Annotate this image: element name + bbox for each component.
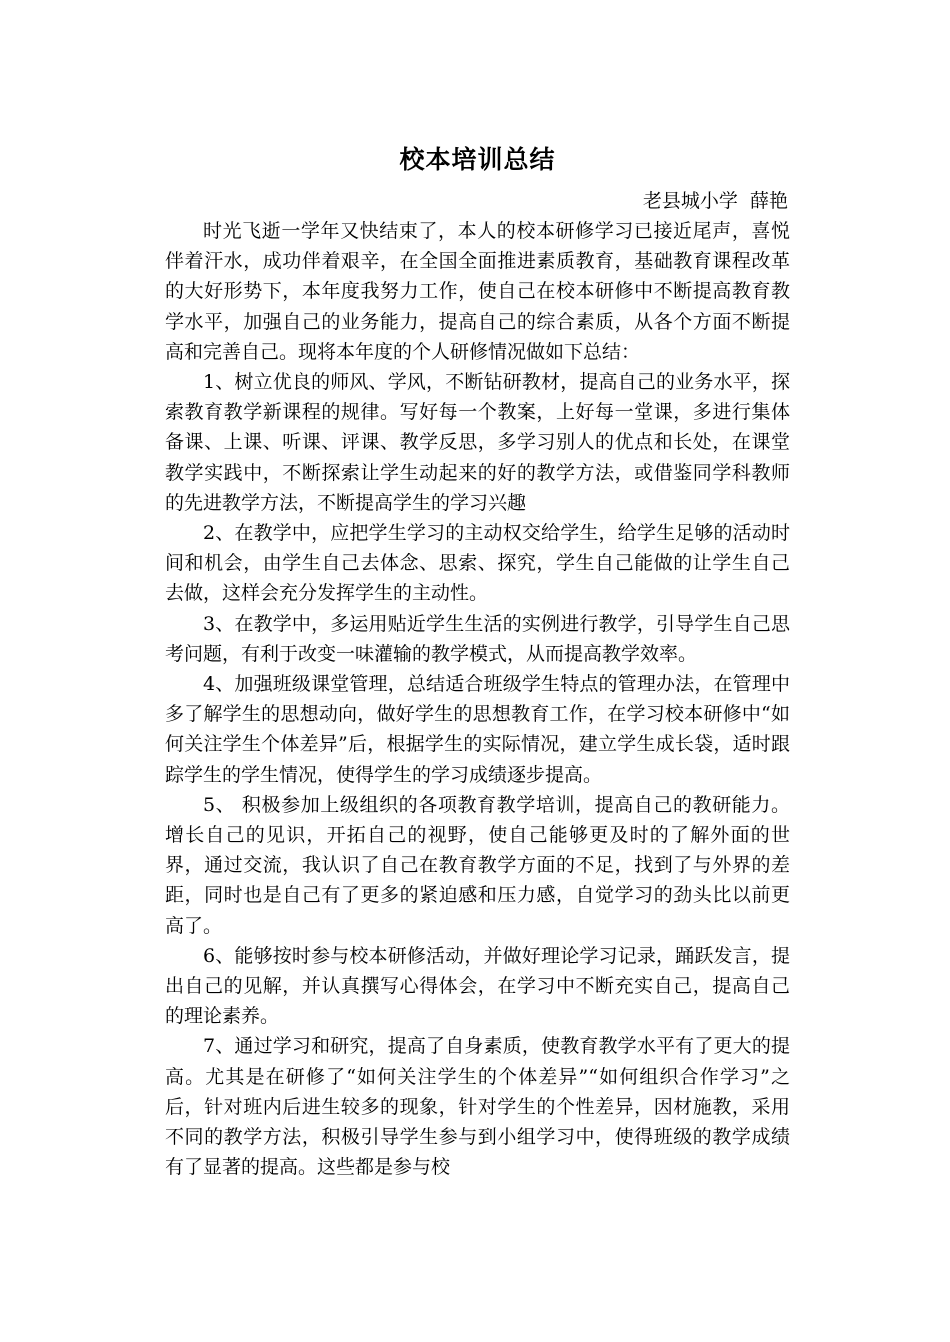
paragraph-item-3: 3、在教学中，多运用贴近学生生活的实例进行教学，引导学生自己思考问题，有利于改变一味灌输的教学模式，从而提高教学效率。	[165, 612, 790, 665]
document-author: 老县城小学 薛艳	[642, 190, 788, 212]
document-page	[165, 140, 790, 1183]
paragraph-item-5: 5、 积极参加上级组织的各项教育教学培训，提高自己的教研能力。增长自己的见识，开拓自己的视野，使自己能够更及时的了解外面的世界，通过交流，我认识了自己在教育教学方面的不足，找到了与外界的差距，同时也是自己有了更多的紧迫感和压力感，自觉学习的劲头比以前更高了。	[165, 793, 790, 937]
document-title: 校本培训总结	[399, 145, 556, 174]
paragraph-item-2: 2、在教学中，应把学生学习的主动权交给学生，给学生足够的活动时间和机会，由学生自己去体念、思索、探究，学生自己能做的让学生自己去做，这样会充分发挥学生的主动性。	[165, 522, 790, 605]
paragraph-item-4: 4、加强班级课堂管理，总结适合班级学生特点的管理办法，在管理中多了解学生的思想动向，做好学生的思想教育工作，在学习校本研修中“如何关注学生个体差异”后，根据学生的实际情况，建立学生成长袋，适时跟踪学生的学生情况，使得学生的学习成绩逐步提高。	[165, 673, 790, 786]
paragraph-intro: 时光飞逝一学年又快结束了，本人的校本研修学习已接近尾声，喜悦伴着汗水，成功伴着艰辛，在全国全面推进素质教育，基础教育课程改革的大好形势下，本年度我努力工作，使自己在校本研修中不断提高教育教学水平，加强自己的业务能力，提高自己的综合素质，从各个方面不断提高和完善自己。现将本年度的个人研修情况做如下总结：	[165, 220, 790, 363]
paragraph-item-1: 1、树立优良的师风、学风，不断钻研教材，提高自己的业务水平，探索教育教学新课程的规律。写好每一个教案，上好每一堂课，多进行集体备课、上课、听课、评课、教学反思，多学习别人的优点和长处，在课堂教学实践中，不断探索让学生动起来的好的教学方法，或借鉴同学科教师的先进教学方法，不断提高学生的学习兴趣	[165, 371, 790, 514]
paragraph-item-7: 7、通过学习和研究，提高了自身素质，使教育教学水平有了更大的提高。尤其是在研修了“如何关注学生的个体差异”“如何组织合作学习”之后，针对班内后进生较多的现象，针对学生的个性差异，因材施教，采用不同的教学方法，积极引导学生参与到小组学习中，使得班级的教学成绩有了显著的提高。这些都是参与校	[165, 1035, 790, 1179]
paragraph-item-6: 6、能够按时参与校本研修活动，并做好理论学习记录，踊跃发言，提出自己的见解，并认真撰写心得体会，在学习中不断充实自己，提高自己的理论素养。	[165, 944, 790, 1028]
